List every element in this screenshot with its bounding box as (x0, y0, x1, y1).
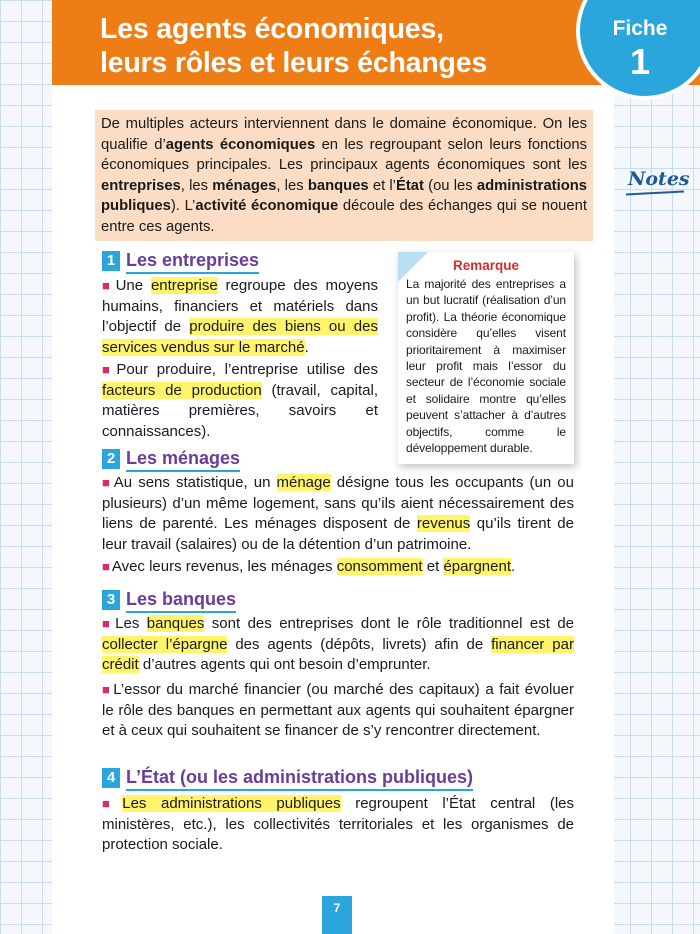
section-heading-banques (102, 588, 236, 612)
bullet-square-icon: ■ (102, 559, 110, 574)
section-title: Les banques (126, 588, 236, 613)
paragraph: ■ Une entreprise regroupe des moyens humains, financiers et matériels dans l’objectif de produire des biens ou des services vendus sur le marché. (102, 277, 378, 356)
remark-text: La majorité des entreprises a un but lucratif (réalisation d’un profit). La théorie économique considère qu’elles visent prioritairement à maximiser leur profit mais l’essor du secteur de l’économie sociale et solidaire montre qu’elles peuvent s’attacher à d’autres objectifs, comme le développement durable. (406, 277, 566, 456)
section-number: 1 (102, 251, 120, 271)
bullet-square-icon: ■ (102, 616, 114, 631)
section-title: Les ménages (126, 447, 240, 472)
paragraph: ■ Les banques sont des entreprises dont le rôle traditionnel est de collecter l’épargne des agents (dépôts, livrets) afin de financer par crédit d’autres agents qui ont besoin d’emprunter. (102, 615, 575, 673)
section-heading-etat (102, 766, 473, 790)
notes-label: Notes (628, 168, 690, 190)
intro-box: De multiples acteurs interviennent dans le domaine économique. On les qualifie d’agents économiques en les regroupant selon leurs fonctions économiques principales. Les principaux agents économiques sont les entreprises, les ménages, les banques et l’État (ou les administrations publiques). L’activité économique découle des échanges qui se nouent entre ces agents. (95, 110, 593, 241)
page-number: 7 (322, 896, 352, 934)
title-line-1: Les agents économiques, (100, 13, 444, 45)
paragraph: ■ Avec leurs revenus, les ménages consomment et épargnent. (102, 558, 516, 575)
fiche-label: Fiche (612, 17, 668, 40)
bullet-square-icon: ■ (102, 362, 115, 377)
section-number: 3 (102, 590, 120, 610)
page-title (100, 12, 580, 80)
title-line-2: leurs rôles et leurs échanges (100, 47, 488, 79)
paragraph: ■ L’essor du marché financier (ou marché des capitaux) a fait évoluer le rôle des banques en permettant aux agents qui souhaitent épargner et à ceux qui souhaitent se financer de s’y rencontrer directement. (102, 681, 574, 739)
section-title: Les entreprises (126, 249, 259, 274)
paragraph: ■ Pour produire, l’entreprise utilise des facteurs de production (travail, capital, matières premières, savoirs et connaissances). (102, 361, 378, 440)
section-number: 2 (102, 449, 120, 469)
section-heading-menages (102, 447, 240, 471)
bullet-square-icon: ■ (102, 682, 112, 697)
bullet-square-icon: ■ (102, 475, 112, 490)
bullet-square-icon: ■ (102, 278, 114, 293)
section-number: 4 (102, 768, 120, 788)
bullet-square-icon: ■ (102, 796, 121, 811)
remark-title: Remarque (452, 258, 520, 273)
fiche-number: 1 (629, 41, 651, 82)
paragraph: ■ Les administrations publiques regroupent l’État central (les ministères, etc.), les collectivités territoriales et les organismes de protection sociale. (102, 795, 574, 853)
paragraph: ■ Au sens statistique, un ménage désigne tous les occupants (un ou plusieurs) d’un même logement, sans qu’ils aient nécessairement des liens de parenté. Les ménages disposent de revenus qu’ils tirent de leur travail (salaires) ou de la détention d’un patrimoine. (102, 474, 574, 553)
section-title: L’État (ou les administrations publiques) (126, 766, 473, 791)
section-heading-entreprises (102, 249, 259, 273)
